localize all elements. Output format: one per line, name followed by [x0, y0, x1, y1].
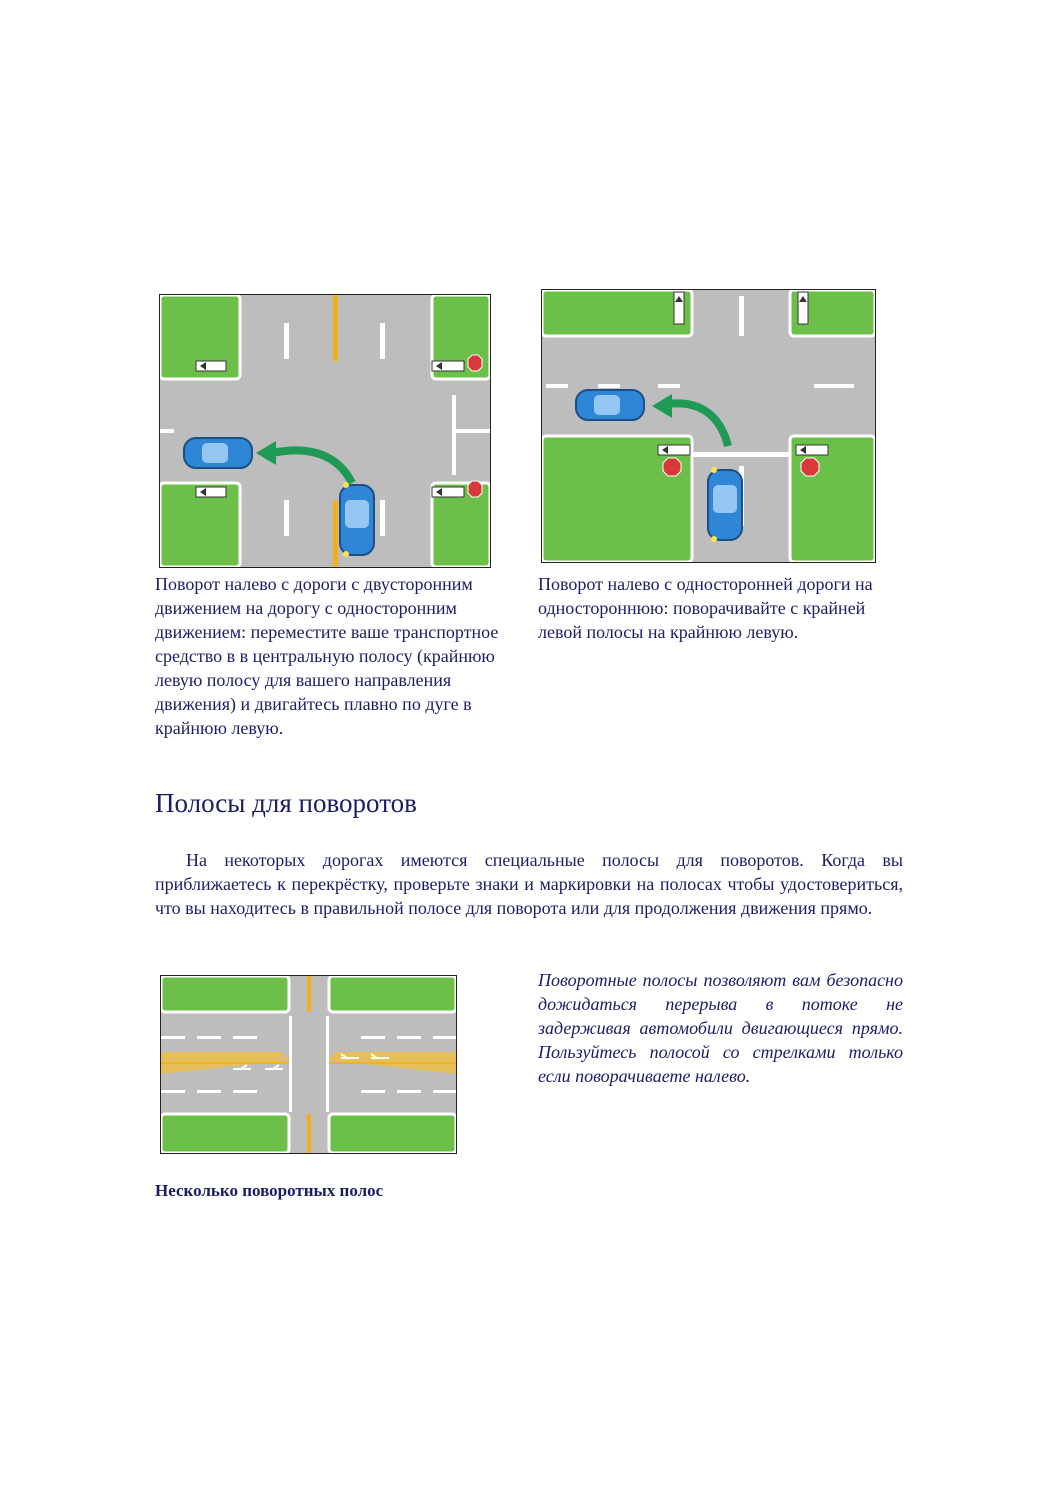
- section-heading: Полосы для поворотов: [155, 788, 417, 818]
- figure-two-way-to-one-way: [159, 294, 491, 568]
- intersection-diagram-1: [160, 295, 490, 567]
- figure-turn-lanes: [160, 975, 457, 1154]
- turn-lanes-note: Поворотные полосы позволяют вам безопасно дожидаться перерыва в потоке не задерживая автомобили двигающиеся прямо. Пользуйтесь полосой со стрелками только если поворачиваете налево.: [538, 970, 903, 1086]
- intersection-diagram-3: [161, 976, 456, 1153]
- intersection-diagram-2: [542, 290, 875, 562]
- figure-caption-1: Поворот налево с дороги с двусторонним движением на дорогу с односторонним движением: переместите ваше транспортное средство в в центральную полосу (крайнюю левую полосу для вашего направления движения) и двигайтесь плавно по дуге в крайнюю левую.: [155, 574, 499, 738]
- figure-one-way-to-one-way: [541, 289, 876, 563]
- figure-caption-3: Несколько поворотных полос: [155, 1181, 384, 1200]
- section-paragraph: На некоторых дорогах имеются специальные полосы для поворотов. Когда вы приближаетесь к перекрёстку, проверьте знаки и маркировки на полосах чтобы удостовериться, что вы находитесь в правильной полосе для поворота или для продолжения движения прямо.: [155, 850, 903, 918]
- figure-caption-2: Поворот налево с односторонней дороги на одностороннюю: поворачивайте с крайней левой полосы на крайнюю левую.: [538, 574, 873, 642]
